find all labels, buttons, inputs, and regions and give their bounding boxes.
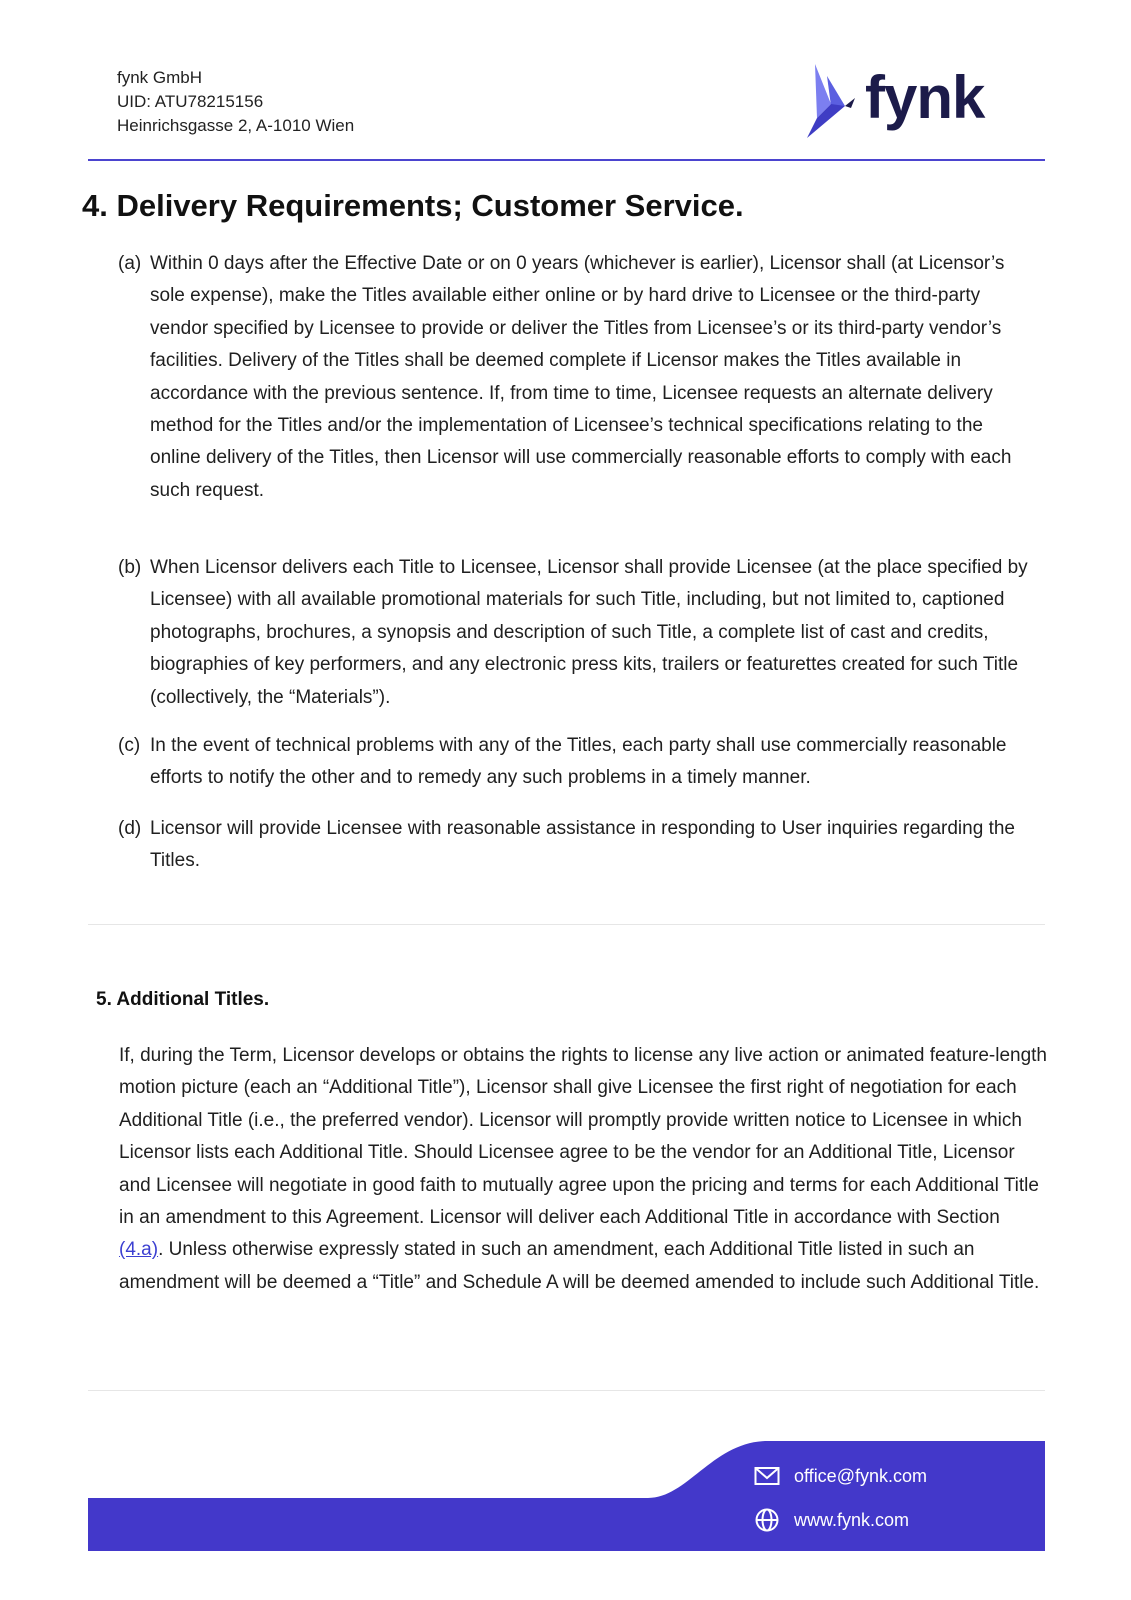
envelope-icon — [754, 1464, 780, 1488]
section-5-text-start: If, during the Term, Licensor develops or obtains the rights to license any live action or animated feature-length motion picture (each an “Additional Title”), Licensor shall give Licensee the first right of negotiation for each Additional Title (i.e., the preferred vendor). Licensor will promptly provide written notice to Licensee in which Licensor lists each Additional Title. Should Licensee agree to be the vendor for an Additional Title, Licensor and Licensee will negotiate in good faith to mutually agree upon the pricing and terms for each Additional Title in an amendment to this Agreement. Licensor will deliver each Additional Title in accordance with Section — [119, 1045, 1048, 1229]
clause-text: Within 0 days after the Effective Date or on 0 years (whichever is earlier), Licensor shall (at Licensor’s sole expense), make the Titles available either online or by hard drive to Licensee or the third-party vendor specified by Licensee to provide or deliver the Titles from Licensee’s or its third-party vendor’s facilities. Delivery of the Titles shall be deemed complete if Licensor makes the Titles available in accordance with the previous sentence. If, from time to time, Licensee requests an alternate delivery method for the Titles and/or the implementation of Licensee’s technical specifications relating to the online delivery of the Titles, then Licensor will use commercially reasonable efforts to comply with each such request. — [150, 253, 1012, 501]
clause-4b — [118, 552, 1038, 714]
clause-text: In the event of technical problems with any of the Titles, each party shall use commercially reasonable efforts to notify the other and to remedy any such problems in a timely manner. — [150, 735, 1007, 789]
clause-marker: (c) — [118, 735, 141, 756]
website-text: www.fynk.com — [794, 1510, 910, 1530]
section-5-text-end: . Unless otherwise expressly stated in such an amendment, each Additional Title listed in such an amendment will be deemed a “Title” and Schedule A will be deemed amended to include such Additional Title. — [119, 1239, 1040, 1293]
section-5-text — [119, 1040, 1049, 1299]
email-text: office@fynk.com — [794, 1466, 927, 1486]
clause-4c — [118, 730, 1038, 795]
globe-icon — [754, 1508, 780, 1532]
company-address: Heinrichsgasse 2, A-1010 Wien — [117, 116, 355, 135]
bird-icon — [805, 62, 865, 142]
section-divider — [88, 1390, 1045, 1391]
clause-text: Licensor will provide Licensee with reasonable assistance in responding to User inquiries regarding the Titles. — [150, 818, 1015, 872]
clause-4d — [118, 813, 1038, 878]
section-reference-link[interactable]: (4.a) — [119, 1239, 159, 1261]
header-rule — [88, 159, 1045, 161]
company-name: fynk GmbH — [117, 68, 203, 87]
clause-marker: (b) — [118, 557, 142, 578]
section-4-heading: 4. Delivery Requirements; Customer Service. — [82, 188, 744, 223]
company-info — [117, 66, 354, 138]
fynk-logo — [805, 62, 1005, 142]
clause-marker: (a) — [118, 253, 142, 274]
clause-text: When Licensor delivers each Title to Licensee, Licensor shall provide Licensee (at the place specified by Licensee) with all available promotional materials for such Title, including, but not limited to, captioned photographs, brochures, a synopsis and description of such Title, a complete list of cast and credits, biographies of key performers, and any electronic press kits, trailers or featurettes created for such Title (collectively, the “Materials”). — [150, 557, 1028, 708]
section-5-heading: 5. Additional Titles. — [96, 989, 270, 1010]
clause-marker: (d) — [118, 818, 142, 839]
clause-4a — [118, 248, 1038, 507]
company-uid: UID: ATU78215156 — [117, 92, 264, 111]
section-divider — [88, 924, 1045, 925]
footer-shape — [88, 1441, 1045, 1551]
logo-wordmark: fynk — [865, 64, 985, 131]
footer-band — [88, 1441, 1045, 1551]
